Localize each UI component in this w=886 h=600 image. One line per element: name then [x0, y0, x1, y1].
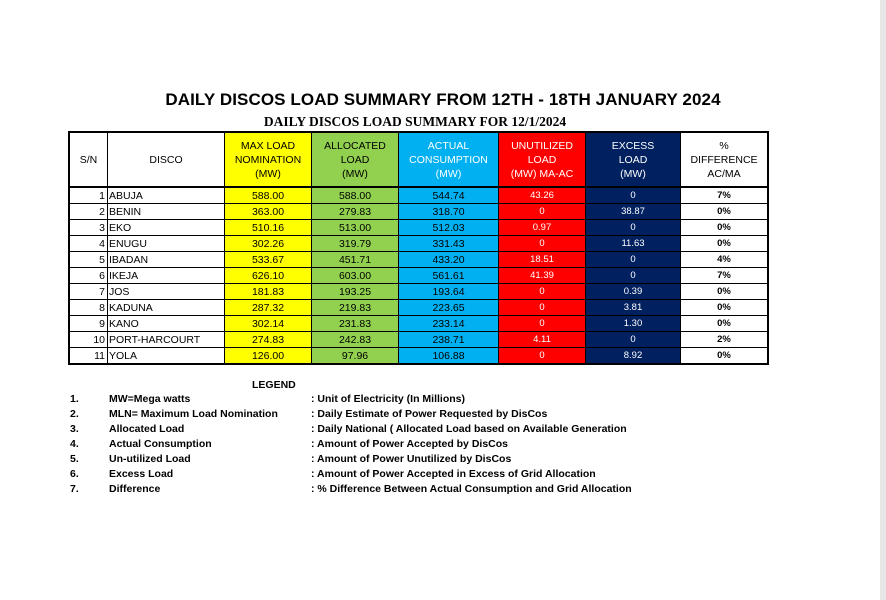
cell-max-load: 626.10	[225, 268, 312, 284]
cell-unutilized: 0	[499, 348, 586, 365]
cell-actual: 318.70	[399, 204, 499, 220]
legend-desc: : Amount of Power Unutilized by DisCos	[311, 453, 512, 465]
cell-difference: 0%	[681, 220, 769, 236]
table-row	[69, 332, 768, 348]
cell-max-load: 363.00	[225, 204, 312, 220]
cell-difference: 2%	[681, 332, 769, 348]
cell-actual: 433.20	[399, 252, 499, 268]
cell-excess: 1.30	[586, 316, 681, 332]
legend-item	[0, 468, 886, 482]
table-row	[69, 316, 768, 332]
legend-num: 4.	[70, 438, 79, 450]
cell-disco: KANO	[108, 316, 225, 332]
cell-allocated: 279.83	[312, 204, 399, 220]
cell-sn: 6	[69, 268, 108, 284]
cell-max-load: 302.14	[225, 316, 312, 332]
cell-actual: 193.64	[399, 284, 499, 300]
header-max-load-line1: MAX LOAD	[240, 139, 296, 152]
header-unutilized-line3: (MW) MA-AC	[510, 167, 574, 180]
header-actual-line2: CONSUMPTION	[409, 153, 488, 166]
cell-disco: PORT-HARCOURT	[108, 332, 225, 348]
cell-actual: 233.14	[399, 316, 499, 332]
cell-allocated: 97.96	[312, 348, 399, 365]
table-body	[69, 187, 768, 364]
legend-term: Allocated Load	[109, 423, 185, 435]
legend-term: Excess Load	[109, 468, 174, 480]
legend-title: LEGEND	[252, 379, 296, 391]
legend-desc: : Unit of Electricity (In Millions)	[311, 393, 466, 405]
table-row	[69, 220, 768, 236]
cell-disco: IKEJA	[108, 268, 225, 284]
load-summary-table	[68, 131, 769, 365]
legend-num: 1.	[70, 393, 79, 405]
cell-allocated: 513.00	[312, 220, 399, 236]
header-unutilized	[499, 132, 586, 187]
header-excess	[586, 132, 681, 187]
cell-max-load: 588.00	[225, 187, 312, 204]
page-title: DAILY DISCOS LOAD SUMMARY FROM 12TH - 18TH JANUARY 2024	[165, 90, 721, 109]
header-excess-line3: (MW)	[620, 167, 646, 180]
cell-allocated: 219.83	[312, 300, 399, 316]
cell-excess: 0.39	[586, 284, 681, 300]
cell-allocated: 231.83	[312, 316, 399, 332]
cell-max-load: 510.16	[225, 220, 312, 236]
legend-item	[0, 393, 886, 407]
legend-item	[0, 483, 886, 497]
legend-term: Un-utilized Load	[109, 453, 191, 465]
cell-actual: 331.43	[399, 236, 499, 252]
cell-unutilized: 41.39	[499, 268, 586, 284]
cell-sn: 9	[69, 316, 108, 332]
cell-disco: KADUNA	[108, 300, 225, 316]
legend-desc: : Amount of Power Accepted by DisCos	[311, 438, 508, 450]
cell-difference: 0%	[681, 284, 769, 300]
legend-term: MW=Mega watts	[109, 393, 191, 405]
cell-max-load: 302.26	[225, 236, 312, 252]
cell-sn: 2	[69, 204, 108, 220]
legend-num: 7.	[70, 483, 79, 495]
cell-difference: 0%	[681, 300, 769, 316]
cell-excess: 11.63	[586, 236, 681, 252]
header-unutilized-line2: LOAD	[527, 153, 557, 166]
legend-term: Difference	[109, 483, 161, 495]
header-actual-line1: ACTUAL	[427, 139, 470, 152]
header-disco: DISCO	[108, 132, 225, 187]
cell-sn: 7	[69, 284, 108, 300]
cell-excess: 0	[586, 332, 681, 348]
cell-difference: 0%	[681, 348, 769, 365]
cell-unutilized: 0	[499, 284, 586, 300]
header-difference-line2: DIFFERENCE	[690, 153, 758, 166]
header-allocated-line2: LOAD	[340, 153, 370, 166]
cell-disco: YOLA	[108, 348, 225, 365]
cell-actual: 561.61	[399, 268, 499, 284]
cell-allocated: 603.00	[312, 268, 399, 284]
table-row	[69, 187, 768, 204]
header-difference-line1: %	[719, 139, 729, 152]
cell-difference: 7%	[681, 187, 769, 204]
cell-sn: 1	[69, 187, 108, 204]
header-difference	[681, 132, 769, 187]
cell-max-load: 274.83	[225, 332, 312, 348]
cell-excess: 0	[586, 220, 681, 236]
cell-disco: ABUJA	[108, 187, 225, 204]
table-row	[69, 348, 768, 365]
header-allocated-line1: ALLOCATED	[324, 139, 386, 152]
header-actual-line3: (MW)	[435, 167, 462, 180]
cell-actual: 238.71	[399, 332, 499, 348]
header-excess-line2: LOAD	[618, 153, 648, 166]
table-row	[69, 300, 768, 316]
legend-desc: : Amount of Power Accepted in Excess of Grid Allocation	[311, 468, 596, 480]
table-row	[69, 284, 768, 300]
header-difference-line3: AC/MA	[707, 167, 741, 180]
cell-sn: 4	[69, 236, 108, 252]
cell-sn: 11	[69, 348, 108, 365]
cell-difference: 0%	[681, 236, 769, 252]
legend-term: Actual Consumption	[109, 438, 212, 450]
cell-max-load: 287.32	[225, 300, 312, 316]
header-sn: S/N	[69, 132, 108, 187]
cell-max-load: 533.67	[225, 252, 312, 268]
cell-actual: 544.74	[399, 187, 499, 204]
header-allocated-line3: (MW)	[342, 167, 368, 180]
legend-item	[0, 408, 886, 422]
legend-desc: : Daily Estimate of Power Requested by DisCos	[311, 408, 548, 420]
cell-actual: 106.88	[399, 348, 499, 365]
header-max-load	[225, 132, 312, 187]
cell-allocated: 193.25	[312, 284, 399, 300]
cell-excess: 8.92	[586, 348, 681, 365]
cell-disco: EKO	[108, 220, 225, 236]
cell-excess: 0	[586, 187, 681, 204]
legend-num: 5.	[70, 453, 79, 465]
cell-allocated: 451.71	[312, 252, 399, 268]
cell-excess: 3.81	[586, 300, 681, 316]
legend-num: 6.	[70, 468, 79, 480]
cell-actual: 223.65	[399, 300, 499, 316]
legend-desc: : Daily National ( Allocated Load based on Available Generation	[311, 423, 627, 435]
cell-disco: ENUGU	[108, 236, 225, 252]
cell-disco: IBADAN	[108, 252, 225, 268]
table-subtitle: DAILY DISCOS LOAD SUMMARY FOR 12/1/2024	[263, 114, 567, 129]
cell-max-load: 181.83	[225, 284, 312, 300]
legend-num: 2.	[70, 408, 79, 420]
cell-max-load: 126.00	[225, 348, 312, 365]
cell-excess: 0	[586, 268, 681, 284]
table-row	[69, 204, 768, 220]
cell-excess: 38.87	[586, 204, 681, 220]
cell-unutilized: 18.51	[499, 252, 586, 268]
cell-difference: 4%	[681, 252, 769, 268]
cell-difference: 0%	[681, 316, 769, 332]
cell-unutilized: 0	[499, 236, 586, 252]
header-excess-line1: EXCESS	[611, 139, 655, 152]
cell-unutilized: 0	[499, 300, 586, 316]
header-actual	[399, 132, 499, 187]
header-unutilized-line1: UNUTILIZED	[511, 139, 573, 152]
legend-term: MLN= Maximum Load Nomination	[109, 408, 278, 420]
legend-item	[0, 453, 886, 467]
cell-allocated: 242.83	[312, 332, 399, 348]
cell-sn: 5	[69, 252, 108, 268]
cell-excess: 0	[586, 252, 681, 268]
cell-disco: BENIN	[108, 204, 225, 220]
table-row	[69, 236, 768, 252]
cell-allocated: 588.00	[312, 187, 399, 204]
legend-item	[0, 438, 886, 452]
cell-disco: JOS	[108, 284, 225, 300]
header-allocated	[312, 132, 399, 187]
cell-unutilized: 0	[499, 316, 586, 332]
cell-actual: 512.03	[399, 220, 499, 236]
cell-difference: 0%	[681, 204, 769, 220]
cell-sn: 8	[69, 300, 108, 316]
cell-sn: 10	[69, 332, 108, 348]
legend-item	[0, 423, 886, 437]
legend-num: 3.	[70, 423, 79, 435]
cell-sn: 3	[69, 220, 108, 236]
cell-allocated: 319.79	[312, 236, 399, 252]
cell-unutilized: 4.11	[499, 332, 586, 348]
cell-unutilized: 0.97	[499, 220, 586, 236]
table-row	[69, 268, 768, 284]
header-max-load-line2: NOMINATION	[234, 153, 302, 166]
cell-unutilized: 43.26	[499, 187, 586, 204]
header-max-load-line3: (MW)	[255, 167, 281, 180]
cell-difference: 7%	[681, 268, 769, 284]
table-row	[69, 252, 768, 268]
legend-desc: : % Difference Between Actual Consumption and Grid Allocation	[311, 483, 632, 495]
table-header-row	[69, 132, 768, 187]
cell-unutilized: 0	[499, 204, 586, 220]
